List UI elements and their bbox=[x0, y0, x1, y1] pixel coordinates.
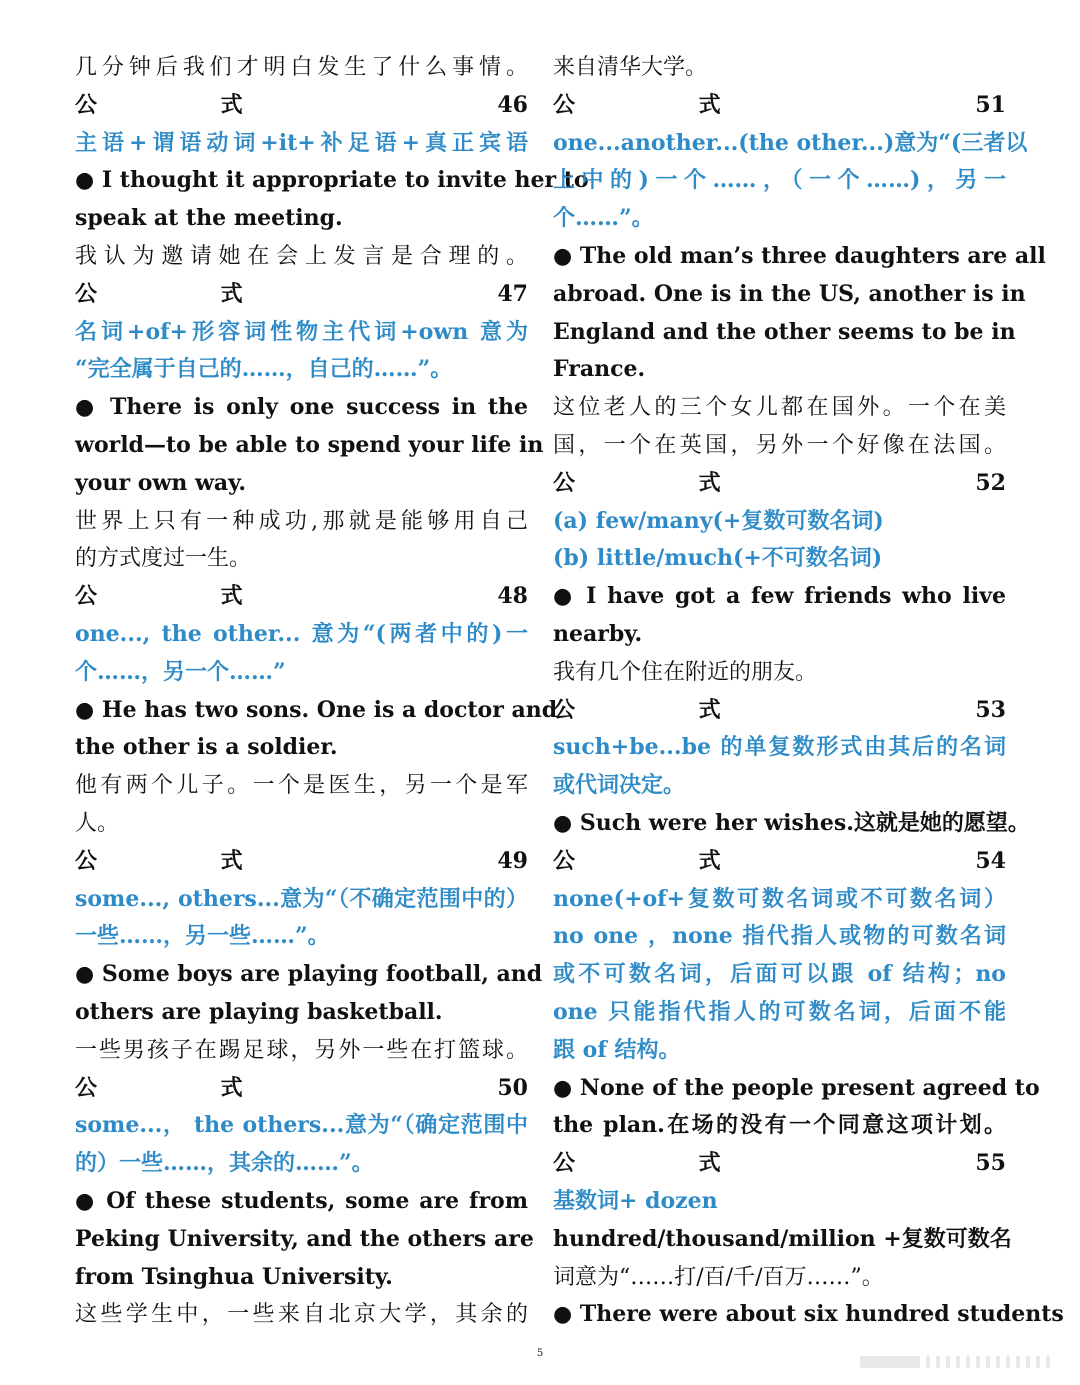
translation-line: 国，一个在英国，另外一个好像在法国。 bbox=[553, 432, 1006, 458]
example-sentence-line: ● I have got a few friends who live bbox=[553, 583, 1006, 610]
formula-heading: 公式 50 bbox=[75, 1074, 528, 1101]
translation-line: 人。 bbox=[75, 810, 120, 836]
example-sentence-line: ● There is only one success in the bbox=[75, 394, 528, 421]
translation-line: 词意为“……打/百/千/百万……”。 bbox=[553, 1264, 884, 1290]
example-sentence-line: your own way. bbox=[75, 469, 247, 496]
watermark-bars bbox=[860, 1356, 1060, 1370]
translation-line: 一些男孩子在踢足球，另外一些在打篮球。 bbox=[75, 1037, 528, 1063]
formula-heading: 公式 53 bbox=[553, 696, 1006, 723]
translation-line: 我认为邀请她在会上发言是合理的。 bbox=[75, 243, 528, 269]
translation-line: 来自清华大学。 bbox=[553, 55, 708, 80]
formula-heading: 公式 49 bbox=[75, 847, 528, 874]
formula-rule-line: some...， the others...意为“（确定范围中 bbox=[75, 1112, 528, 1139]
formula-rule-line: 或代词决定。 bbox=[553, 772, 686, 799]
right-column bbox=[553, 49, 1064, 1334]
example-sentence-line: Peking University, and the others are bbox=[75, 1225, 534, 1252]
formula-rule-line: 的）一些……，其余的……”。 bbox=[75, 1150, 374, 1177]
example-sentence-line: England and the other seems to be in bbox=[553, 318, 1016, 345]
example-sentence-line: ● Some boys are playing football, and bbox=[75, 961, 543, 988]
translation-line: 几分钟后我们才明白发生了什么事情。 bbox=[75, 55, 528, 80]
example-sentence-line: ● There were about six hundred students bbox=[553, 1301, 1064, 1328]
formula-heading: 公式 54 bbox=[553, 847, 1006, 874]
example-sentence-line: the plan.在场的没有一个同意这项计划。 bbox=[553, 1112, 1006, 1139]
example-sentence-line: France. bbox=[553, 356, 646, 383]
translation-line: 他有两个儿子。一个是医生，另一个是军 bbox=[75, 773, 528, 799]
formula-rule-line: no one ，none 指代指人或物的可数名词 bbox=[553, 923, 1006, 950]
example-sentence-line: ● He has two sons. One is a doctor and bbox=[75, 696, 558, 723]
formula-heading: 公式 46 bbox=[75, 91, 528, 118]
example-sentence-line: from Tsinghua University. bbox=[75, 1263, 393, 1290]
translation-line: 世界上只有一种成功,那就是能够用自己 bbox=[75, 508, 528, 534]
formula-rule-line: 基数词+ dozen bbox=[553, 1187, 718, 1214]
example-sentence-line: ● Such were her wishes.这就是她的愿望。 bbox=[553, 809, 1030, 836]
example-sentence-line: abroad. One is in the US, another is in bbox=[553, 280, 1026, 307]
formula-rule-line: 跟 of 结构。 bbox=[553, 1036, 681, 1063]
example-sentence-line: others are playing basketball. bbox=[75, 998, 443, 1025]
formula-rule-line: (b) little/much(+不可数名词) bbox=[553, 545, 883, 572]
formula-heading: 公式 47 bbox=[75, 280, 528, 307]
formula-heading: 公式 51 bbox=[553, 91, 1006, 118]
example-sentence-line: ● I thought it appropriate to invite her to bbox=[75, 167, 589, 194]
translation-line: 这位老人的三个女儿都在国外。一个在美 bbox=[553, 395, 1006, 421]
example-sentence-line: ● Of these students, some are from bbox=[75, 1187, 528, 1214]
translation-line: 这些学生中，一些来自北京大学，其余的 bbox=[75, 1302, 528, 1328]
formula-rule-line: 主语+谓语动词+it+补足语+真正宾语 bbox=[75, 129, 528, 156]
formula-rule-line: some..., others...意为“（不确定范围中的） bbox=[75, 885, 528, 912]
formula-rule-line: none(+of+复数可数名词或不可数名词） bbox=[553, 885, 1006, 912]
formula-rule-line: 个……，另一个……” bbox=[75, 658, 286, 685]
left-column bbox=[75, 49, 589, 1334]
formula-rule-line: (a) few/many(+复数可数名词) bbox=[553, 507, 884, 534]
translation-line: 的方式度过一生。 bbox=[75, 546, 252, 572]
formula-heading: 公式 55 bbox=[553, 1150, 1006, 1177]
formula-rule-line: 一些……，另一些……”。 bbox=[75, 923, 330, 950]
formula-rule-line: one...another...(the other...)意为“(三者以 bbox=[553, 129, 1028, 156]
example-sentence-line: world—to be able to spend your life in bbox=[75, 431, 544, 458]
formula-rule-line: “完全属于自己的……，自己的……”。 bbox=[75, 356, 453, 383]
formula-rule-line: 上中的)一个……，（一个……)，另一 bbox=[553, 167, 1006, 194]
formula-heading: 公式 52 bbox=[553, 469, 1006, 496]
formula-rule-line: such+be...be 的单复数形式由其后的名词 bbox=[553, 734, 1006, 761]
example-sentence-line: nearby. bbox=[553, 620, 643, 647]
example-sentence-line: hundred/thousand/million +复数可数名 bbox=[553, 1225, 1012, 1252]
page-number: 5 bbox=[536, 1348, 544, 1359]
formula-heading: 公式 48 bbox=[75, 583, 528, 610]
example-sentence-line: the other is a soldier. bbox=[75, 734, 338, 761]
formula-rule-line: one..., the other... 意为“(两者中的)一 bbox=[75, 620, 528, 647]
example-sentence-line: ● The old man’s three daughters are all bbox=[553, 242, 1046, 269]
formula-rule-line: 名词+of+形容词性物主代词+own 意为 bbox=[75, 318, 528, 345]
example-sentence-line: ● None of the people present agreed to bbox=[553, 1074, 1040, 1101]
translation-line: 我有几个住在附近的朋友。 bbox=[553, 659, 818, 685]
formula-rule-line: 个……”。 bbox=[553, 205, 654, 232]
example-sentence-line: speak at the meeting. bbox=[75, 205, 343, 232]
formula-rule-line: one 只能指代指人的可数名词，后面不能 bbox=[553, 998, 1006, 1025]
formula-rule-line: 或不可数名词，后面可以跟 of 结构；no bbox=[553, 961, 1006, 988]
